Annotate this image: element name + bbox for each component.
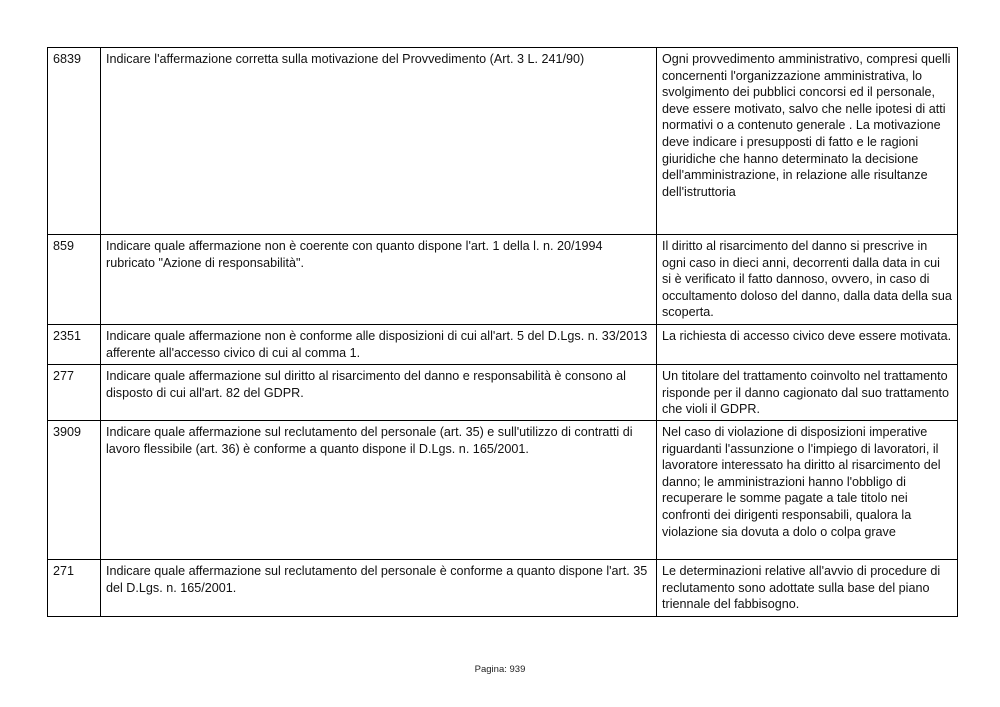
answer-text: Un titolare del trattamento coinvolto nel trattamento risponde per il danno cagionato dal suo trattamento che violi il GDPR.	[657, 365, 958, 421]
table-row	[48, 365, 958, 421]
answer-text: Il diritto al risarcimento del danno si prescrive in ogni caso in dieci anni, decorrenti dalla data in cui si è verificato il fatto dannoso, ovvero, in caso di occultamento doloso del danno, dalla data della sua scoperta.	[657, 235, 958, 325]
question-id: 6839	[48, 48, 101, 235]
question-id: 2351	[48, 325, 101, 365]
page-number: Pagina: 939	[474, 664, 526, 675]
answer-text: Le determinazioni relative all'avvio di procedure di reclutamento sono adottate sulla base del piano triennale del fabbisogno.	[657, 560, 958, 617]
question-text: Indicare quale affermazione sul diritto al risarcimento del danno e responsabilità è consono al disposto di cui all'art. 82 del GDPR.	[101, 365, 657, 421]
answer-text: Nel caso di violazione di disposizioni imperative riguardanti l'assunzione o l'impiego di lavoratori, il lavoratore interessato ha diritto al risarcimento del danno; le amministrazioni hanno l'obbligo di recuperare le somme pagate a tale titolo nei confronti dei dirigenti responsabili, qualora la violazione sia dovuta a dolo o colpa grave	[657, 421, 958, 560]
table-row	[48, 48, 958, 235]
question-id: 271	[48, 560, 101, 617]
table-row	[48, 235, 958, 325]
question-id: 277	[48, 365, 101, 421]
question-text: Indicare quale affermazione non è conforme alle disposizioni di cui all'art. 5 del D.Lgs. n. 33/2013 afferente all'accesso civico di cui al comma 1.	[101, 325, 657, 365]
question-text: Indicare l'affermazione corretta sulla motivazione del Provvedimento (Art. 3 L. 241/90)	[101, 48, 657, 235]
question-text: Indicare quale affermazione sul reclutamento del personale (art. 35) e sull'utilizzo di contratti di lavoro flessibile (art. 36) è conforme a quanto dispone il D.Lgs. n. 165/2001.	[101, 421, 657, 560]
question-id: 3909	[48, 421, 101, 560]
question-text: Indicare quale affermazione sul reclutamento del personale è conforme a quanto dispone l'art. 35 del D.Lgs. n. 165/2001.	[101, 560, 657, 617]
answer-text: La richiesta di accesso civico deve essere motivata.	[657, 325, 958, 365]
answer-text: Ogni provvedimento amministrativo, compresi quelli concernenti l'organizzazione amministrativa, lo svolgimento dei pubblici concorsi ed il personale, deve essere motivato, salvo che nelle ipotesi di atti normativi o a contenuto generale . La motivazione deve indicare i presupposti di fatto e le ragioni giuridiche che hanno determinato la decisione dell'amministrazione, in relazione alle risultanze dell'istruttoria	[657, 48, 958, 235]
table-row	[48, 325, 958, 365]
table-row	[48, 421, 958, 560]
question-id: 859	[48, 235, 101, 325]
table-row	[48, 560, 958, 617]
quiz-table	[47, 47, 958, 617]
question-text: Indicare quale affermazione non è coerente con quanto dispone l'art. 1 della l. n. 20/1994 rubricato "Azione di responsabilità".	[101, 235, 657, 325]
